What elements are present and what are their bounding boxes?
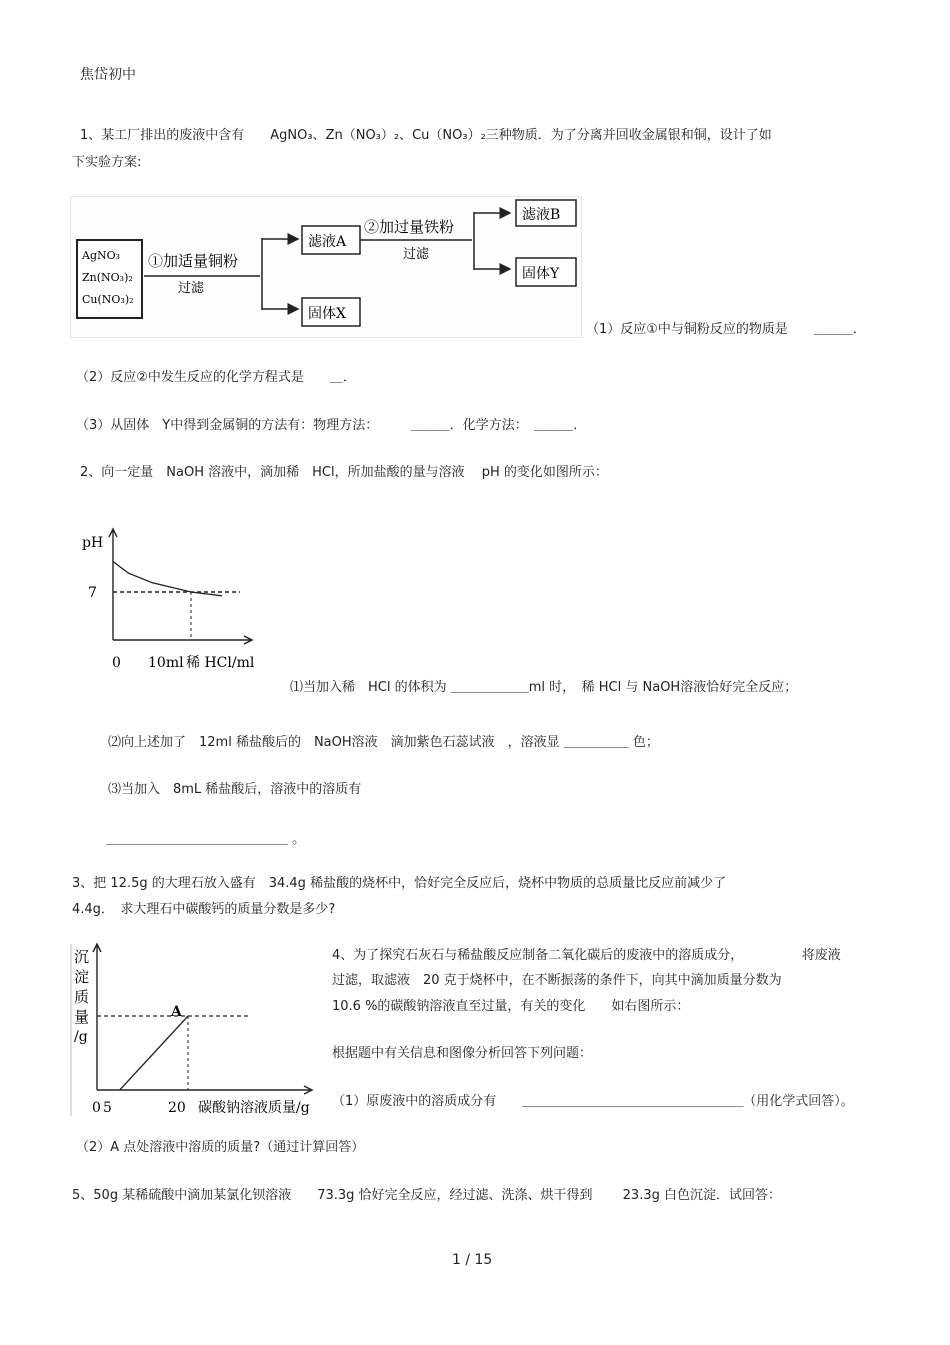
q4-sub2: （2）A 点处溶液中溶质的质量?（通过计算回答） <box>76 1140 365 1155</box>
ph-x-tick-10: 10ml <box>148 655 184 671</box>
solid-y-box <box>516 258 576 286</box>
svg-text:滤液A: 滤液A <box>308 234 347 250</box>
q1-stem-line1: 1、某工厂排出的废液中含有 AgNO₃、Zn（NO₃）₂、Cu（NO₃）₂三种物质．为了分离并回收金属银和铜，设计了如 <box>80 128 772 143</box>
start-line-3: Cu(NO₃)₂ <box>82 293 134 306</box>
ppt-ylabel-5: /g <box>74 1029 88 1045</box>
q4-line3: 10.6 %的碳酸钠溶液直至过量，有关的变化 如右图所示： <box>332 999 690 1014</box>
school-name: 焦岱初中 <box>80 67 136 83</box>
ph-curve <box>113 562 222 596</box>
ppt-x-label: 碳酸钠溶液质量/g <box>198 1100 310 1116</box>
ppt-ylabel-3: 质 <box>74 988 90 1006</box>
q4-sub1: （1）原废液中的溶质成分有 ＿＿＿＿＿＿＿＿＿＿＿＿＿＿＿＿＿（用化学式回答）。 <box>332 1094 854 1109</box>
q2-sub1: ⑴当加入稀 HCl 的体积为 ＿＿＿＿＿＿ml 时， 稀 HCl 与 NaOH溶液恰好完全反应； <box>290 680 798 695</box>
solid-x-box <box>302 298 360 326</box>
q2-sub2: ⑵向上述加了 12ml 稀盐酸后的 NaOH溶液 滴加紫色石蕊试液 ，溶液显 ＿＿＿＿＿ 色； <box>108 735 659 750</box>
ppt-rising-line <box>120 1016 188 1090</box>
q1-sub3: （3）从固体 Y中得到金属铜的方法有：物理方法： ＿＿＿．化学方法： ＿＿＿． <box>76 418 587 433</box>
ph-x-label: 稀 HCl/ml <box>186 655 255 671</box>
step1-sub: 过滤 <box>178 281 205 296</box>
ppt-x-tick-0: 0 <box>92 1100 101 1116</box>
step1-label: ①加适量铜粉 <box>148 252 239 270</box>
filtrate-b-box <box>516 200 576 226</box>
step2-sub: 过滤 <box>403 247 430 262</box>
start-line-2: Zn(NO₃)₂ <box>82 271 133 284</box>
precipitate-chart <box>70 940 322 1118</box>
page-number: 1 / 15 <box>452 1252 493 1268</box>
q1-sub2: （2）反应②中发生反应的化学方程式是 ＿． <box>76 370 356 385</box>
ppt-ylabel-2: 淀 <box>74 968 90 986</box>
svg-text:固体Y: 固体Y <box>522 266 560 282</box>
q1-stem-line2: 下实验方案: <box>72 155 142 170</box>
q4-line4: 根据题中有关信息和图像分析回答下列问题： <box>332 1046 593 1061</box>
q2-stem: 2、向一定量 NaOH 溶液中，滴加稀 HCl，所加盐酸的量与溶液 pH 的变化如图所示： <box>80 465 608 480</box>
q4-line1: 4、为了探究石灰石与稀盐酸反应制备二氧化碳后的废液中的溶质成分， 将废液 <box>332 948 841 963</box>
ph-chart <box>80 525 280 673</box>
svg-text:固体X: 固体X <box>308 306 346 322</box>
ph-y-tick-7: 7 <box>88 585 97 601</box>
ppt-x-tick-20: 20 <box>168 1100 186 1116</box>
q3-line1: 3、把 12.5g 的大理石放入盛有 34.4g 稀盐酸的烧杯中，恰好完全反应后，烧杯中物质的总质量比反应前减少了 <box>72 876 727 891</box>
svg-text:滤液B: 滤液B <box>522 207 561 223</box>
q1-flow-diagram <box>70 196 582 338</box>
filtrate-a-box <box>302 226 360 254</box>
q4-line2: 过滤，取滤液 20 克于烧杯中，在不断振荡的条件下，向其中滴加质量分数为 <box>332 973 782 988</box>
q3-line2: 4.4g． 求大理石中碳酸钙的质量分数是多少? <box>72 902 336 917</box>
ppt-ylabel-1: 沉 <box>74 948 90 966</box>
ppt-point-a-label: A <box>171 1004 182 1020</box>
q1-sub1: （1）反应①中与铜粉反应的物质是 ＿＿＿． <box>586 322 866 337</box>
ppt-ylabel-4: 量 <box>74 1008 90 1026</box>
step2-label: ②加过量铁粉 <box>364 218 455 236</box>
ph-y-label: pH <box>82 535 104 551</box>
q2-sub3: ⑶当加入 8mL 稀盐酸后，溶液中的溶质有 <box>108 782 362 797</box>
ph-x-tick-0: 0 <box>112 655 121 671</box>
start-solution-box <box>77 240 142 318</box>
start-line-1: AgNO₃ <box>82 249 121 262</box>
q5-line1: 5、50g 某稀硫酸中滴加某氯化钡溶液 73.3g 恰好完全反应，经过滤、洗涤、烘干得到 23.3g 白色沉淀．试回答： <box>72 1188 781 1203</box>
q2-sub3-blank: ＿＿＿＿＿＿＿＿＿＿＿＿＿＿ 。 <box>106 832 306 847</box>
ppt-x-tick-5: 5 <box>103 1100 112 1116</box>
